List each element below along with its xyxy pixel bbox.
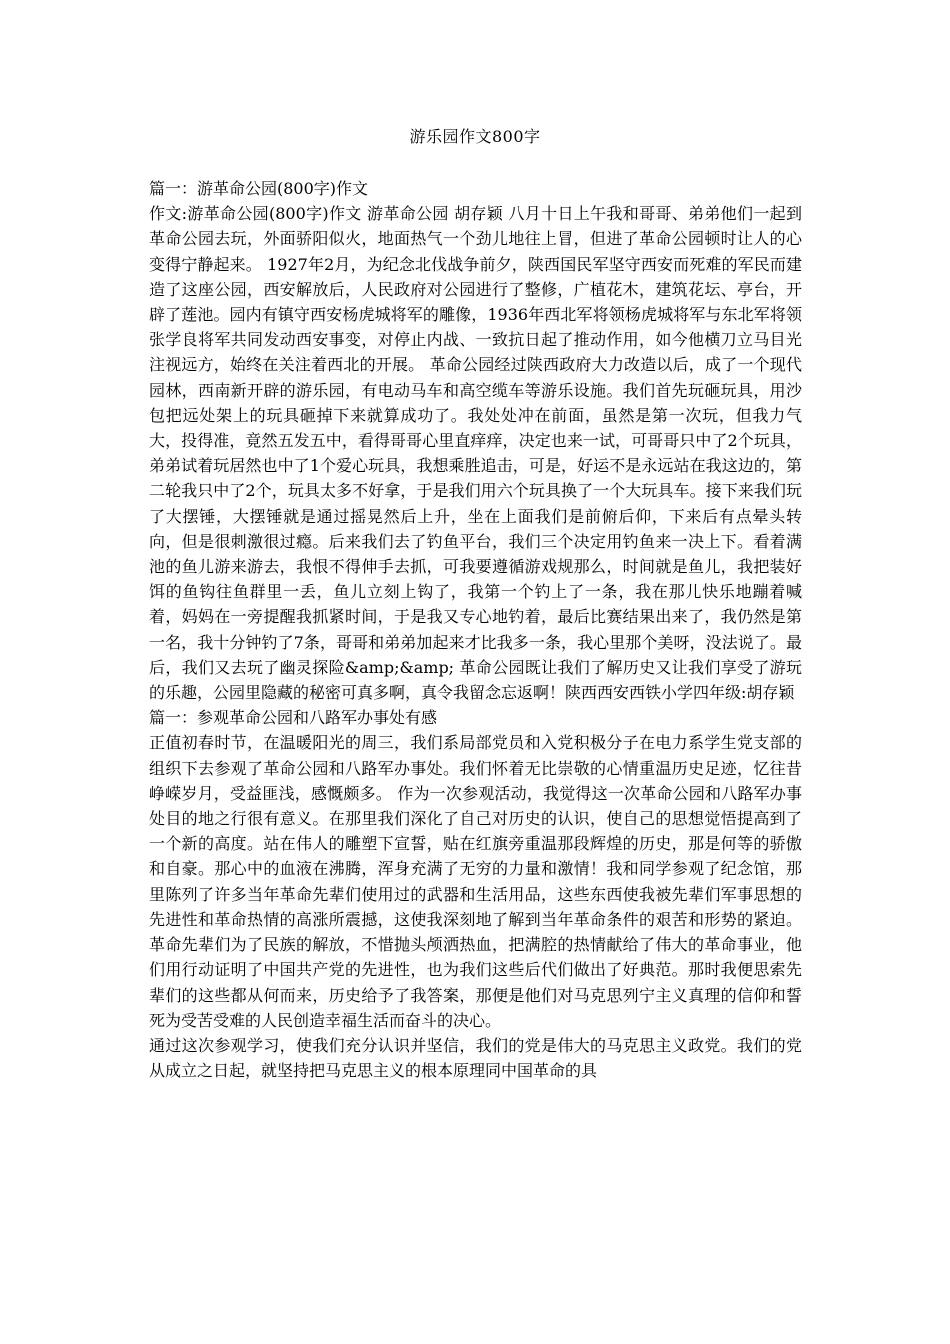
section-paragraph: 作文:游革命公园(800字)作文 游革命公园 胡存颖 八月十日上午我和哥哥、弟弟他们一起到革命公园去玩，外面骄阳似火，地面热气一个劲儿地往上冒，但进了革命公园顿时让人的心变得宁静起来。 1927年2月，为纪念北伐战争前夕，陕西国民军坚守西安而死难的军民而建造了这座公园，西安解放后，人民政府对公园进行了整修，广植花木，建筑花坛、亭台，开辟了莲池。园内有镇守西安杨虎城将军的雕像，1936年西北军将领杨虎城将军与东北军将领张学良将军共同发动西安事变，对停止内战、一致抗日起了推动作用，如今他横刀立马目光注视远方，始终在关注着西北的开展。 革命公园经过陕西政府大力改造以后，成了一个现代园林，西南新开辟的游乐园，有电动马车和高空缆车等游乐设施。我们首先玩砸玩具，用沙包把远处架上的玩具砸掉下来就算成功了。我处处冲在前面，虽然是第一次玩，但我力气大，投得准，竟然五发五中，看得哥哥心里直痒痒，决定也来一试，可哥哥只中了2个玩具，弟弟试着玩居然也中了1个爱心玩具，我想乘胜追击，可是，好运不是永远站在我这边的，第二轮我只中了2个，玩具太多不好拿，于是我们用六个玩具换了一个大玩具车。接下来我们玩了大摆锤，大摆锤就是通过摇晃然后上升，坐在上面我们是前俯后仰，下来后有点晕头转向，但是很刺激很过瘾。后来我们去了钓鱼平台，我们三个决定用钓鱼来一决上下。看着满池的鱼儿游来游去，我恨不得伸手去抓，可我要遵循游戏规那么，时间就是鱼儿，我把装好饵的鱼钩往鱼群里一丢，鱼儿立刻上钩了，我第一个钓上了一条，我在那儿快乐地蹦着喊着，妈妈在一旁提醒我抓紧时间，于是我又专心地钓着，最后比赛结果出来了，我仍然是第一名，我十分钟钓了7条，哥哥和弟弟加起来才比我多一条，我心里那个美呀，没法说了。最后，我们又去玩了幽灵探险&amp;&amp; 革命公园既让我们了解历史又让我们享受了游玩的乐趣，公园里隐藏的秘密可真多啊，真令我留念忘返啊！陕西西安西铁小学四年级:胡存颖 xyxy=(149,204,802,703)
document-title: 游乐园作文800字 xyxy=(409,127,541,146)
section-paragraph: 通过这次参观学习，使我们充分认识并坚信，我们的党是伟大的马克思主义政党。我们的党从成立之日起，就坚持把马克思主义的根本原理同中国革命的具 xyxy=(149,1035,802,1081)
section-heading: 篇一：游革命公园(800字)作文 xyxy=(149,179,369,198)
document-body xyxy=(149,176,802,1083)
section-paragraph: 正值初春时节，在温暖阳光的周三，我们系局部党员和入党积极分子在电力系学生党支部的组织下去参观了革命公园和八路军办事处。我们怀着无比崇敬的心情重温历史足迹，忆往昔峥嵘岁月，受益匪浅，感慨颇多。 作为一次参观活动，我觉得这一次革命公园和八路军办事处目的地之行很有意义。在那里我们深化了自己对历史的认识，使自己的思想觉悟提高到了一个新的高度。站在伟人的雕塑下宣誓，贴在红旗旁重温那段辉煌的历史，那是何等的骄傲和自豪。那心中的血液在沸腾，浑身充满了无穷的力量和激情！我和同学参观了纪念馆，那里陈列了许多当年革命先辈们使用过的武器和生活用品，这些东西使我被先辈们军事思想的先进性和革命热情的高涨所震撼，这使我深刻地了解到当年革命条件的艰苦和形势的紧迫。革命先辈们为了民族的解放，不惜抛头颅洒热血，把满腔的热情献给了伟大的革命事业，他们用行动证明了中国共产党的先进性，也为我们这些后代们做出了好典范。那时我便思索先辈们的这些都从何而来，历史给予了我答案，那便是他们对马克思列宁主义真理的信仰和誓死为受苦受难的人民创造幸福生活而奋斗的决心。 xyxy=(149,733,802,1030)
section-heading: 篇一：参观革命公园和八路军办事处有感 xyxy=(149,708,438,728)
